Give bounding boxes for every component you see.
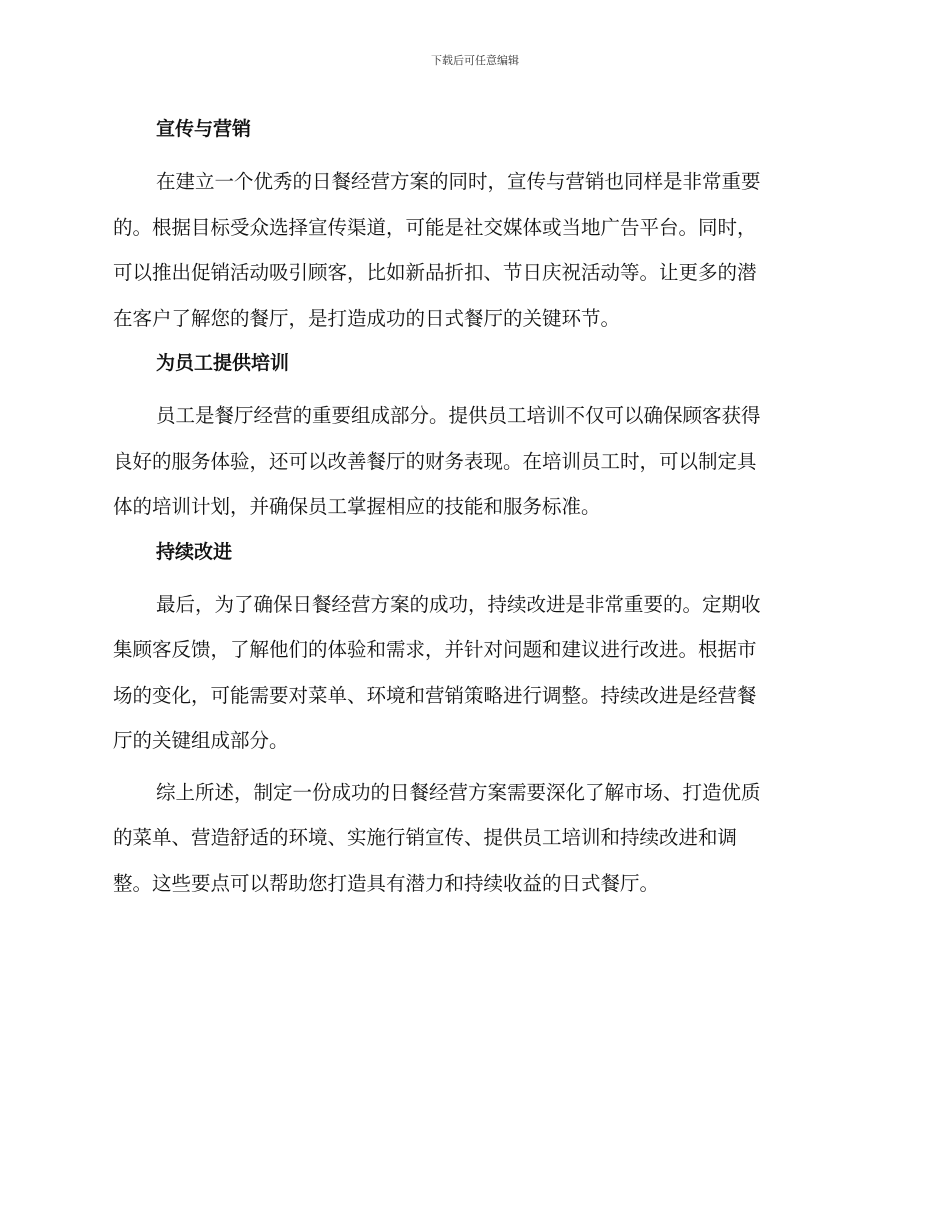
paragraph-line: 的。根据目标受众选择宣传渠道，可能是社交媒体或当地广告平台。同时， <box>113 215 757 239</box>
page-header: 下载后可任意编辑 <box>431 54 519 67</box>
paragraph-line: 可以推出促销活动吸引顾客，比如新品折扣、节日庆祝活动等。让更多的潜 <box>113 261 757 284</box>
paragraph-line: 良好的服务体验，还可以改善餐厅的财务表现。在培训员工时，可以制定具 <box>113 449 757 473</box>
paragraph-line: 的菜单、营造舒适的环境、实施行销宣传、提供员工培训和持续改进和调 <box>113 826 738 849</box>
paragraph-line: 集顾客反馈，了解他们的体验和需求，并针对问题和建议进行改进。根据市 <box>113 638 757 661</box>
section-heading-training: 为员工提供培训 <box>156 352 290 374</box>
section-heading-marketing: 宣传与营销 <box>156 118 252 140</box>
paragraph-line: 在建立一个优秀的日餐经营方案的同时，宣传与营销也同样是非常重要 <box>156 170 761 193</box>
paragraph-line: 员工是餐厅经营的重要组成部分。提供员工培训不仅可以确保顾客获得 <box>156 404 761 427</box>
document-body <box>113 110 833 912</box>
conclusion-paragraph <box>113 770 833 907</box>
paragraph-line: 综上所述，制定一份成功的日餐经营方案需要深化了解市场、打造优质 <box>156 780 761 804</box>
section-paragraph-improvement <box>113 582 833 764</box>
section-heading-improvement: 持续改进 <box>156 540 233 563</box>
section-paragraph-training <box>113 393 833 530</box>
paragraph-line: 整。这些要点可以帮助您打造具有潜力和持续收益的日式餐厅。 <box>113 871 660 895</box>
paragraph-line: 在客户了解您的餐厅，是打造成功的日式餐厅的关键环节。 <box>113 306 621 330</box>
paragraph-line: 体的培训计划，并确保员工掌握相应的技能和服务标准。 <box>113 495 601 518</box>
paragraph-line: 厅的关键组成部分。 <box>113 729 289 752</box>
paragraph-line: 最后，为了确保日餐经营方案的成功，持续改进是非常重要的。定期收 <box>156 592 761 616</box>
section-paragraph-marketing <box>113 159 833 341</box>
paragraph-line: 场的变化，可能需要对菜单、环境和营销策略进行调整。持续改进是经营餐 <box>113 683 757 707</box>
